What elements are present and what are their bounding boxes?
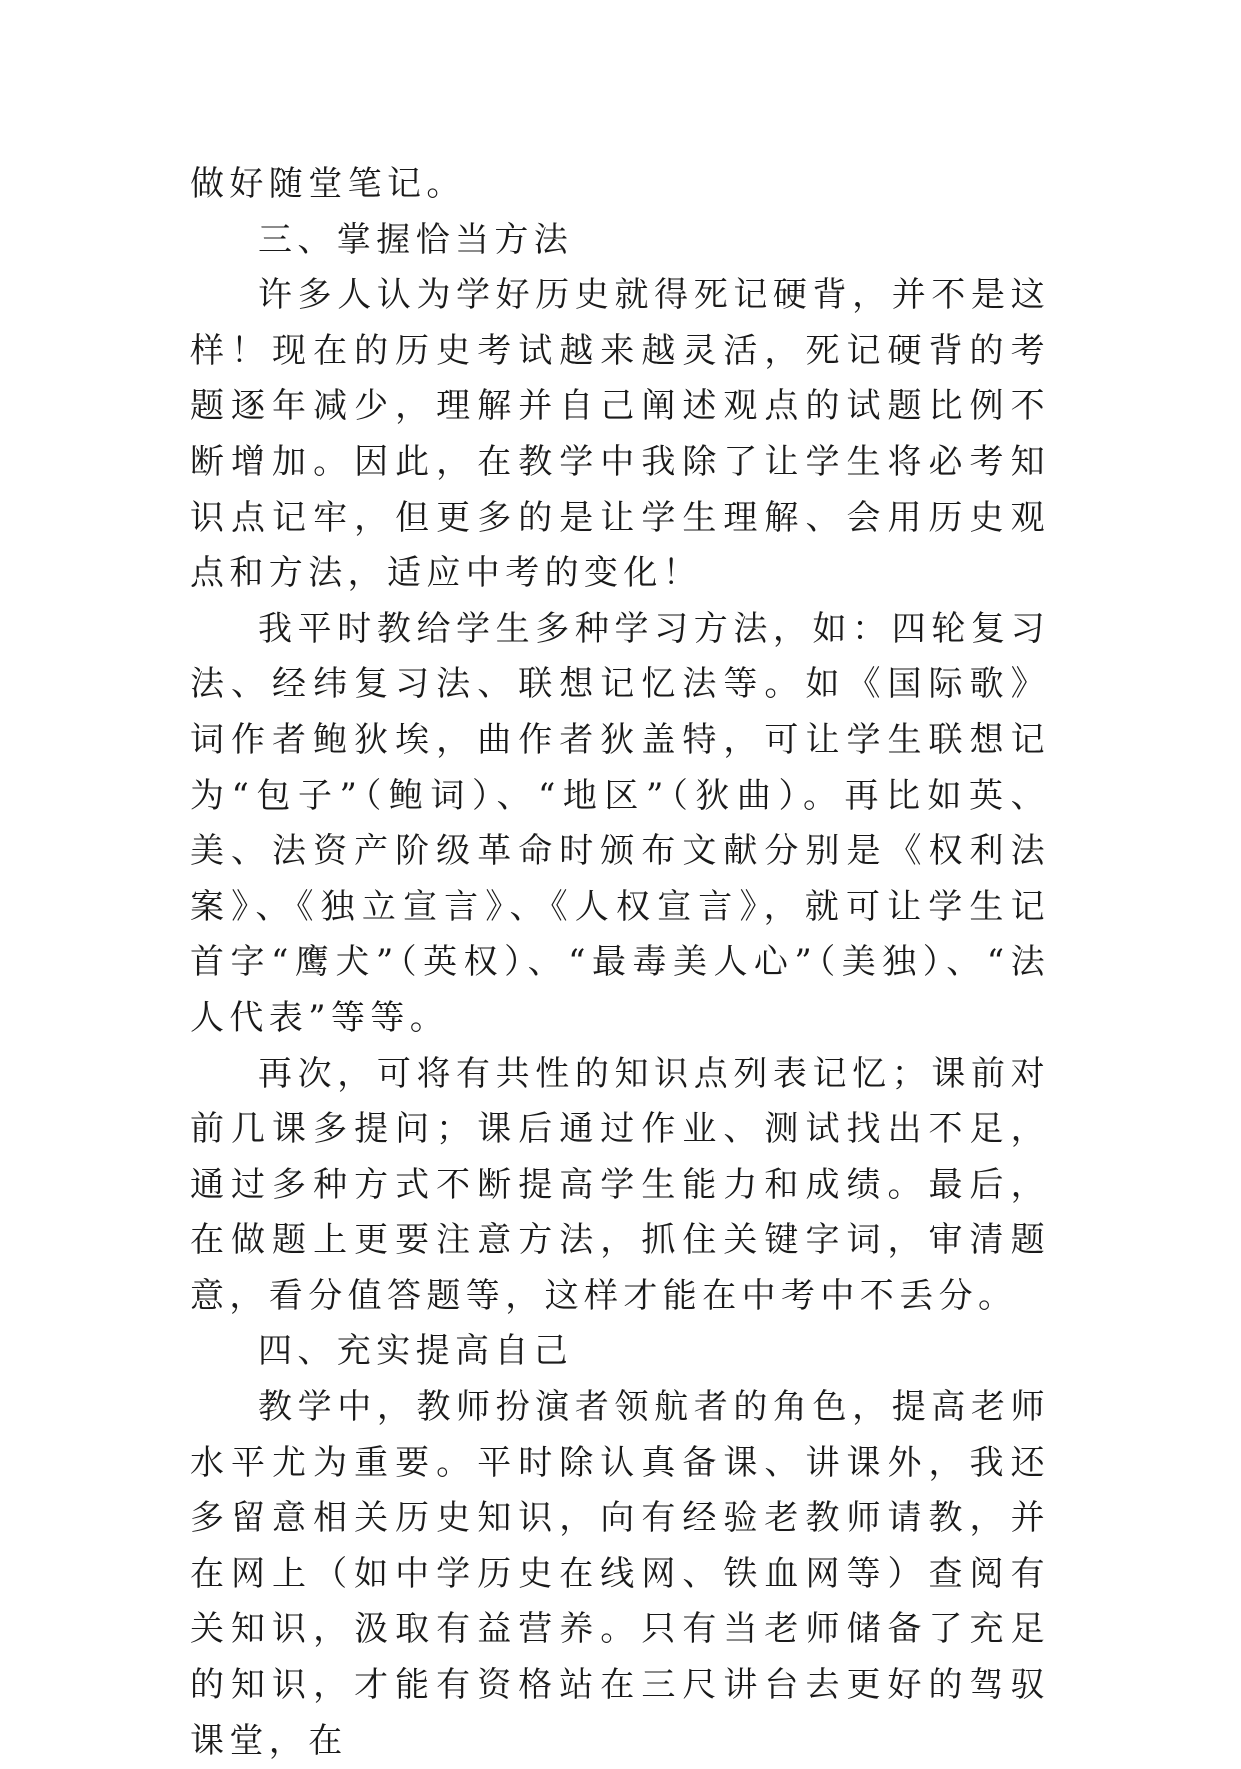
paragraph-body: 教学中，教师扮演者领航者的角色，提高老师水平尤为重要。平时除认真备课、讲课外，我还多留意相关历史知识，向有经验老教师请教，并在网上（如中学历史在线网、铁血网等）查阅有关知识，汲取有益营养。只有当老师储备了充足的知识，才能有资格站在三尺讲台去更好的驾驭课堂，在 [190,1387,1050,1761]
paragraph-body: 再次，可将有共性的知识点列表记忆；课前对前几课多提问；课后通过作业、测试找出不足，通过多种方式不断提高学生能力和成绩。最后，在做题上更要注意方法，抓住关键字词，审清题意，看分值答题等，这样才能在中考中不丢分。 [190,1053,1050,1316]
document-body [190,157,1050,1769]
paragraph-continuation: 做好随堂笔记。 [190,164,466,204]
section-heading-4: 四、充实提高自己 [258,1331,574,1372]
paragraph-body: 我平时教给学生多种学习方法，如：四轮复习法、经纬复习法、联想记忆法等。如《国际歌》词作者鲍狄埃，曲作者狄盖特，可让学生联想记为“包子”（鲍词）、“地区”（狄曲）。再比如英、美、法资产阶级革命时颁布文献分别是《权利法案》、《独立宣言》、《人权宣言》，就可让学生记首字“鹰犬”（英权）、“最毒美人心”（美独）、“法人代表”等等。 [190,608,1050,1038]
section-heading-3: 三、掌握恰当方法 [258,219,574,260]
paragraph-body: 许多人认为学好历史就得死记硬背，并不是这样！现在的历史考试越来越灵活，死记硬背的考题逐年减少，理解并自己阐述观点的试题比例不断增加。因此，在教学中我除了让学生将必考知识点记牢，但更多的是让学生理解、会用历史观点和方法，适应中考的变化！ [190,275,1050,594]
